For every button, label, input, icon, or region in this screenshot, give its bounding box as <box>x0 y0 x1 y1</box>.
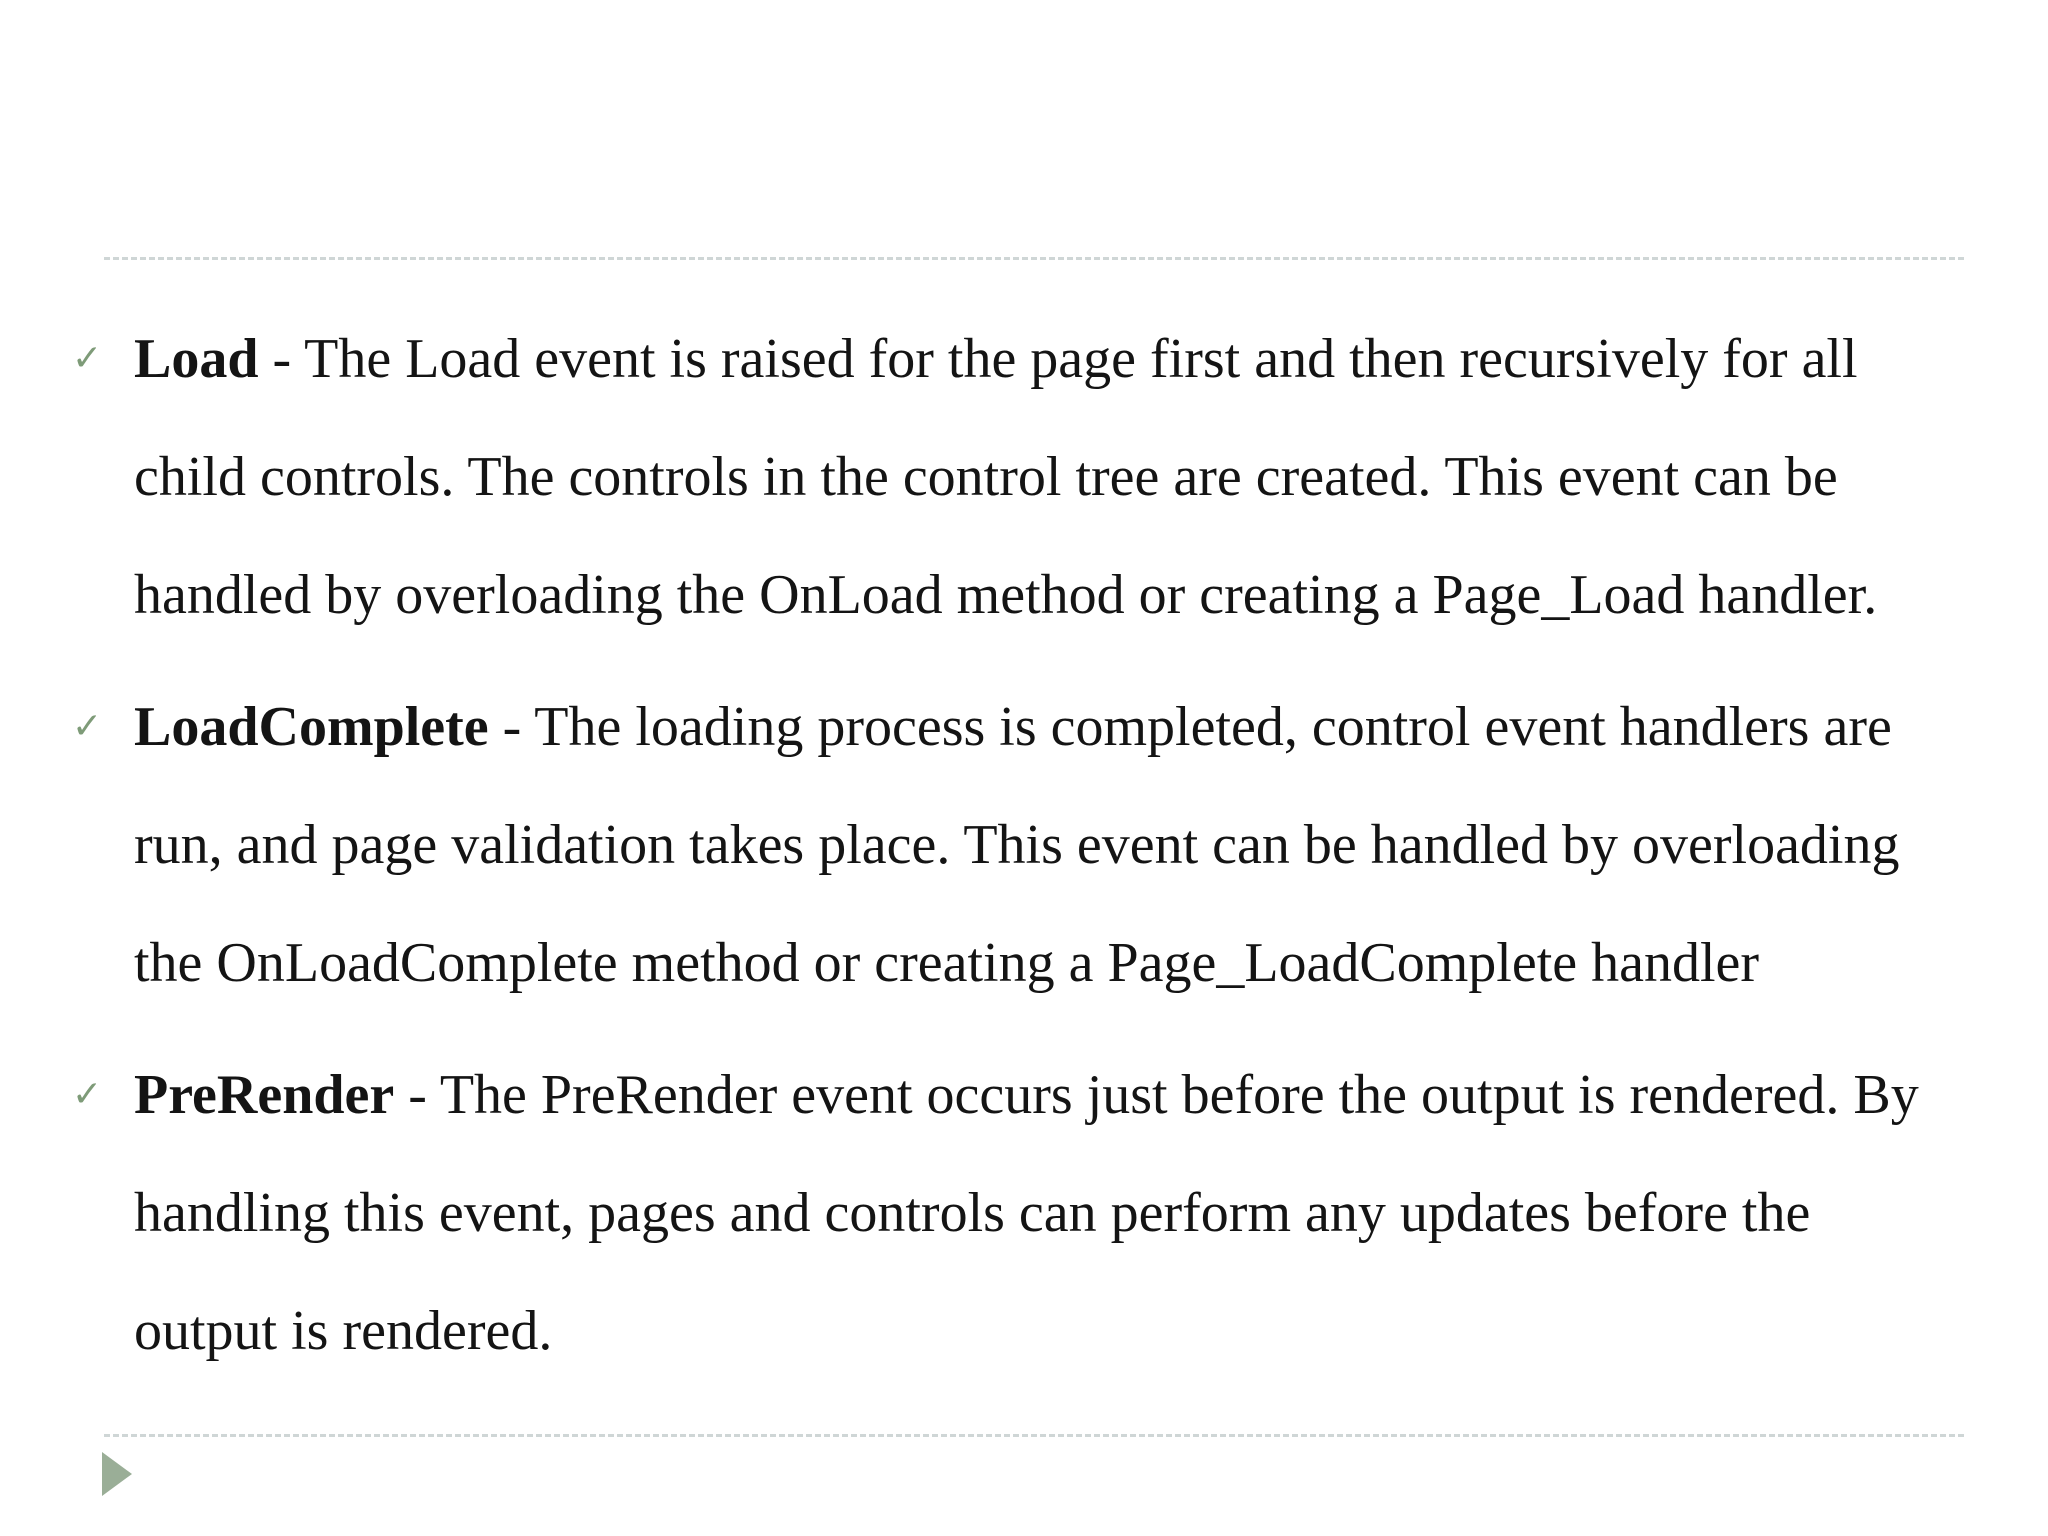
bullet-text: The loading process is completed, control event handlers are run, and page validation takes place. This event can be handled by overloading the OnLoadComplete method or creating a Page_LoadComplete handler <box>134 696 1900 994</box>
bullet-term: Load <box>134 328 259 390</box>
bullet-separator: - <box>258 328 305 390</box>
play-arrow-icon <box>102 1452 132 1496</box>
bullet-prerender <box>72 1036 1964 1390</box>
bullet-text: The Load event is raised for the page first and then recursively for all child controls. The controls in the control tree are created. This event can be handled by overloading the OnLoad method or creating a Page_Load handler. <box>134 328 1878 626</box>
slide-content <box>0 300 2048 1404</box>
check-icon: ✓ <box>72 1074 103 1115</box>
bullet-separator: - <box>394 1064 440 1126</box>
bottom-divider <box>104 1434 1964 1437</box>
bullet-text: The PreRender event occurs just before the output is rendered. By handling this event, pages and controls can perform any updates before the output is rendered. <box>134 1064 1919 1362</box>
bullet-separator: - <box>488 696 535 758</box>
bullet-loadcomplete <box>72 668 1964 1022</box>
bullet-term: LoadComplete <box>134 696 489 758</box>
top-divider <box>104 257 1964 260</box>
check-icon: ✓ <box>72 338 103 379</box>
bullet-term: PreRender <box>134 1064 395 1126</box>
bullet-load <box>72 300 1964 654</box>
check-icon: ✓ <box>72 706 103 747</box>
